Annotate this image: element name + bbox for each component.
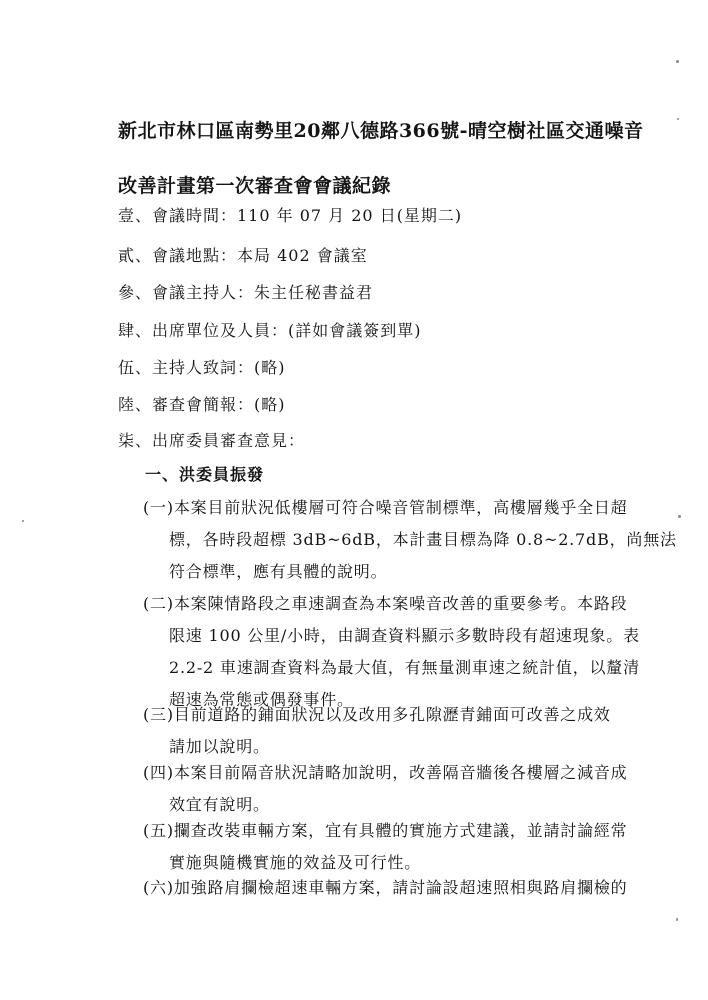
opinion-item-3-line-1: (三)目前道路的鋪面狀況以及改用多孔隙瀝青鋪面可改善之成效 [143,705,611,724]
section-briefing: 陸、審查會簡報：(略) [118,395,286,414]
opinion-item-2-line-1: (二)本案陳情路段之車速調查為本案噪音改善的重要參考。本路段 [143,594,628,613]
section-attendees: 肆、出席單位及人員：(詳如會議簽到單) [118,321,422,340]
opinion-item-2-line-2: 限速 100 公里/小時，由調查資料顯示多數時段有超速現象。表 [169,626,640,645]
opinion-item-6-line-1: (六)加強路肩攔檢超速車輛方案，請討論設超速照相與路肩攔檢的 [143,878,628,897]
document-title-line-2: 改善計畫第一次審查會會議紀錄 [118,175,392,197]
opinion-item-1-line-1: (一)本案目前狀況低樓層可符合噪音管制標準，高樓層幾乎全日超 [143,498,628,517]
opinion-item-1-line-2: 標，各時段超標 3dB~6dB，本計畫目標為降 0.8~2.7dB，尚無法 [169,530,677,549]
opinion-item-1 [143,492,677,588]
opinion-item-2-line-3: 2.2-2 車速調查資料為最大值，有無量測車速之統計值，以釐清 [169,658,640,677]
opinion-item-2-line-4: 超速為常態或偶發事件。 [169,690,354,709]
opinion-item-4-line-2: 效宜有說明。 [169,795,270,814]
section-committee-opinions: 柒、出席委員審查意見： [118,431,306,450]
scan-speck [22,520,24,522]
opinion-item-6 [143,872,628,904]
scan-speck [678,515,681,518]
subsection-committee-member: 一、洪委員振發 [145,465,265,484]
scan-speck [677,118,679,120]
section-meeting-time: 壹、會議時間：110 年 07 月 20 日(星期二) [118,206,463,225]
opinion-item-3-line-2: 請加以說明。 [169,737,270,756]
opinion-item-5 [143,815,628,879]
section-chair-remarks: 伍、主持人致詞：(略) [118,358,286,377]
opinion-item-4-line-1: (四)本案目前隔音狀況請略加說明，改善隔音牆後各樓層之減音成 [143,763,628,782]
section-meeting-location: 貳、會議地點：本局 402 會議室 [118,246,368,265]
opinion-item-5-line-1: (五)攔查改裝車輛方案，宜有具體的實施方式建議，並請討論經常 [143,821,628,840]
opinion-item-5-line-2: 實施與隨機實施的效益及可行性。 [169,853,422,872]
opinion-item-1-line-3: 符合標準，應有具體的說明。 [169,562,388,581]
opinion-item-2 [143,588,640,716]
opinion-item-4 [143,757,628,821]
opinion-item-3 [143,699,615,763]
scan-speck [676,60,679,63]
document-title-line-1: 新北市林口區南勢里20鄰八德路366號-晴空樹社區交通噪音 [118,120,644,142]
scan-speck [676,918,678,921]
section-meeting-chair: 參、會議主持人：朱主任秘書益君 [118,283,374,302]
